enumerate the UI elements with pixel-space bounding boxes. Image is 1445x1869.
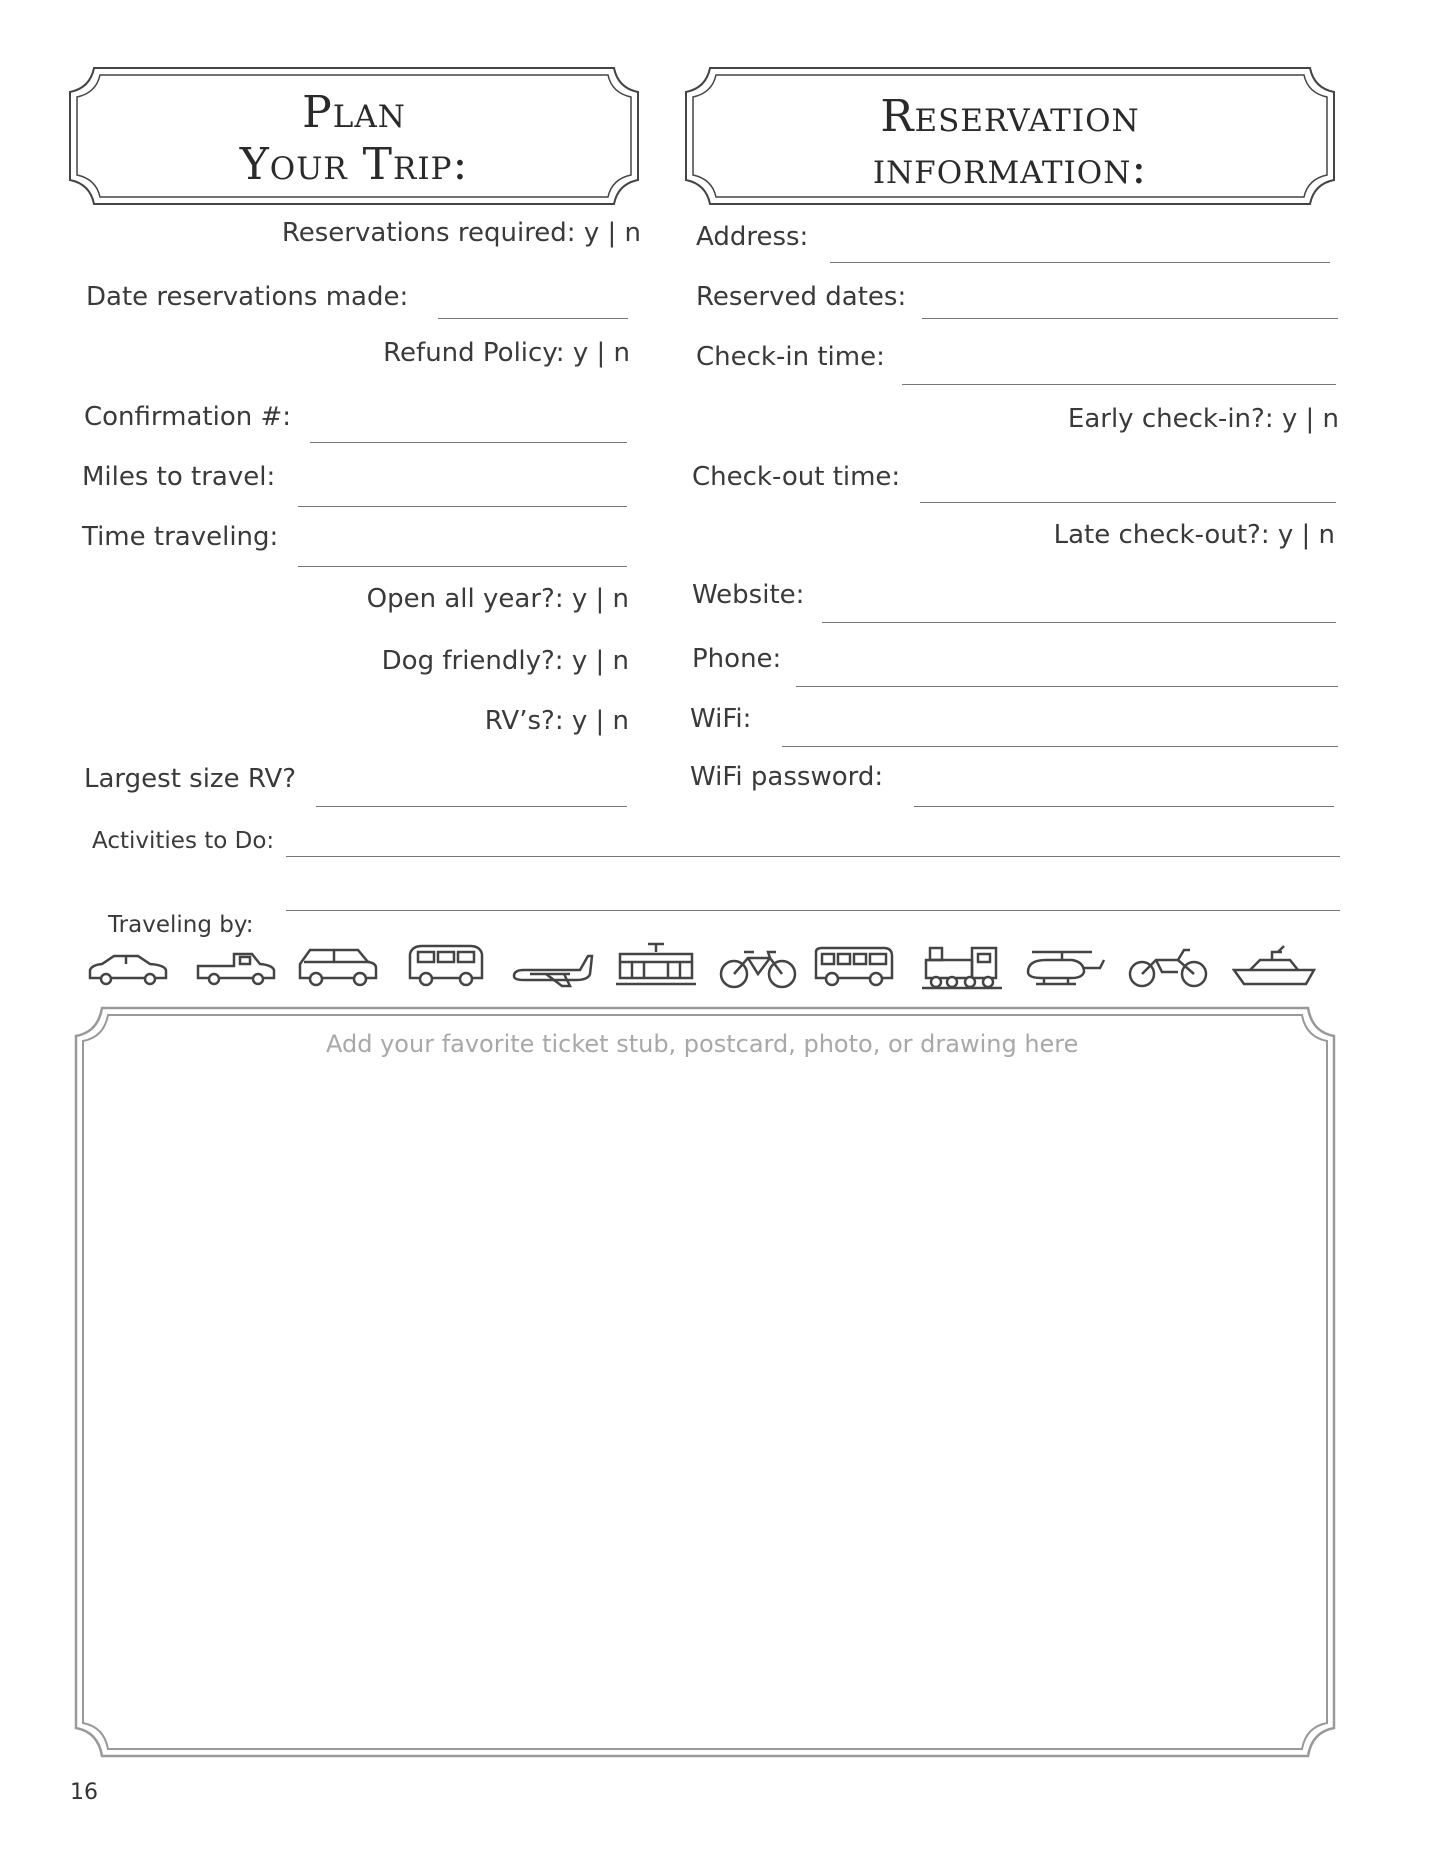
motorcycle-icon[interactable] <box>1126 942 1210 990</box>
tram-icon[interactable] <box>614 940 698 990</box>
photo-drop-area[interactable] <box>96 1060 1310 1730</box>
activities-field-line2[interactable] <box>286 910 1340 911</box>
plan-title-line2: Your Trip: <box>239 139 469 190</box>
plan-title-line1: Plan <box>302 87 406 138</box>
wifi-password-label: WiFi password: <box>690 762 884 792</box>
website-label: Website: <box>692 580 805 610</box>
time-traveling-field[interactable] <box>298 566 627 567</box>
wifi-label: WiFi: <box>690 704 752 734</box>
pickup-truck-icon[interactable] <box>194 946 278 990</box>
check-in-time-field[interactable] <box>902 384 1336 385</box>
suv-icon[interactable] <box>296 942 380 990</box>
activities-label: Activities to Do: <box>92 828 275 854</box>
helicopter-icon[interactable] <box>1022 944 1106 990</box>
largest-size-rv-label: Largest size RV? <box>84 764 297 794</box>
activities-field-line1[interactable] <box>286 856 1340 857</box>
early-check-in-label: Early check-in?: y | n <box>1067 404 1339 434</box>
refund-policy-label: Refund Policy: y | n <box>383 338 630 368</box>
confirmation-field[interactable] <box>310 442 627 443</box>
open-all-year-label: Open all year?: y | n <box>366 584 629 614</box>
reservations-required-label: Reservations required: y | n <box>281 218 641 248</box>
date-reservations-made-field[interactable] <box>438 318 628 319</box>
traveling-by-label: Traveling by: <box>108 912 254 938</box>
sedan-icon[interactable] <box>86 948 170 990</box>
check-in-time-label: Check-in time: <box>696 342 885 372</box>
airplane-icon[interactable] <box>510 948 594 990</box>
van-icon[interactable] <box>404 940 488 990</box>
page-number: 16 <box>70 1780 98 1805</box>
reserved-dates-field[interactable] <box>922 318 1338 319</box>
rvs-label: RV’s?: y | n <box>484 706 629 736</box>
reserved-dates-label: Reserved dates: <box>696 282 907 312</box>
miles-to-travel-field[interactable] <box>298 506 627 507</box>
plan-your-trip-header <box>66 64 642 208</box>
phone-label: Phone: <box>692 644 782 674</box>
late-check-out-label: Late check-out?: y | n <box>1053 520 1335 550</box>
phone-field[interactable] <box>796 686 1338 687</box>
website-field[interactable] <box>822 622 1336 623</box>
address-label: Address: <box>696 222 809 252</box>
confirmation-label: Confirmation #: <box>84 402 292 432</box>
boat-icon[interactable] <box>1232 944 1316 990</box>
check-out-time-field[interactable] <box>920 502 1336 503</box>
dog-friendly-label: Dog friendly?: y | n <box>381 646 629 676</box>
date-reservations-made-label: Date reservations made: <box>86 282 409 312</box>
check-out-time-label: Check-out time: <box>692 462 901 492</box>
train-icon[interactable] <box>920 938 1004 992</box>
time-traveling-label: Time traveling: <box>82 522 279 552</box>
miles-to-travel-label: Miles to travel: <box>82 462 276 492</box>
photo-box-caption: Add your favorite ticket stub, postcard, photo, or drawing here <box>326 1030 1079 1058</box>
reservation-title-line1: Reservation <box>880 91 1140 142</box>
bicycle-icon[interactable] <box>716 946 800 990</box>
wifi-field[interactable] <box>782 746 1338 747</box>
reservation-title-line2: information: <box>872 143 1148 194</box>
bus-icon[interactable] <box>812 942 896 990</box>
wifi-password-field[interactable] <box>914 806 1334 807</box>
largest-size-rv-field[interactable] <box>316 806 627 807</box>
reservation-information-header <box>682 64 1338 208</box>
address-field[interactable] <box>830 262 1330 263</box>
